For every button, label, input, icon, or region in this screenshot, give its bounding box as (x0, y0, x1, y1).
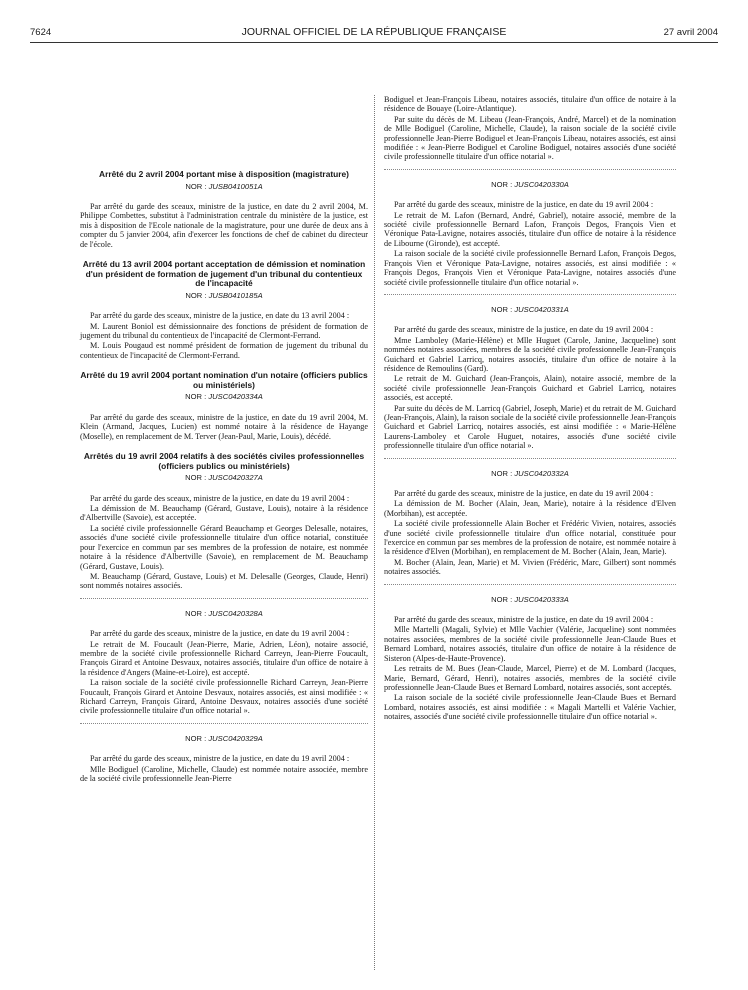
nor-reference: NOR : JUSC0420334A (185, 392, 263, 402)
paragraph: La démission de M. Bocher (Alain, Jean, Marie), notaire à la résidence d'Elven (Morbihan), est acceptée. (384, 499, 676, 518)
paragraph: La raison sociale de la société civile professionnelle Jean-Claude Bues et Bernard Lombard, notaires associés, est ainsi modifiée : « Magali Martelli et Valérie Vachier, notaires, associés d'une société civile professionnelle titulaire d'un office notarial ». (384, 693, 676, 722)
paragraph: La démission de M. Beauchamp (Gérard, Gustave, Louis), notaire à la résidence d'Albertville (Savoie), est acceptée. (80, 504, 368, 523)
paragraph: Par arrêté du garde des sceaux, ministre de la justice, en date du 19 avril 2004 : (394, 325, 654, 335)
page-number: 7624 (30, 27, 52, 38)
paragraph: Mme Lamboley (Marie-Hélène) et Mlle Huguet (Carole, Janine, Jacqueline) sont nommées notaires associées, membres de la société civile professionnelle Jean-François Guichard et Gabriel Larricq, notaires associés, titulaire d'un office de notaire à la résidence de Remoulins (Gard). (384, 335, 676, 373)
arrete-jusc0420329a-continued (384, 95, 676, 162)
paragraph: Bodiguel et Jean-François Libeau, notaires associés, titulaire d'un office de notaire à la résidence de Bouaye (Loire-Atlantique). (384, 95, 676, 114)
paragraph: Par arrêté du garde des sceaux, ministre de la justice, en date du 19 avril 2004 : (394, 200, 654, 210)
paragraph: Le retrait de M. Lafon (Bernard, André, Gabriel), notaire associé, membre de la société civile professionnelle Bernard Lafon, François Degos, François Vien et Véronique Pata-Lavigne, notaires associés, titulaire d'un office de notaire à la résidence de Libourne (Gironde), est accepté. (384, 210, 676, 248)
article-title: Arrêté du 2 avril 2004 portant mise à disposition (magistrature) (99, 169, 349, 179)
article-mise-a-disposition (80, 170, 368, 249)
paragraph: Par arrêté du garde des sceaux, ministre de la justice, en date du 13 avril 2004 : (90, 311, 350, 321)
article-title: Arrêtés du 19 avril 2004 relatifs à des sociétés civiles professionnelles (officiers publics ou ministériels) (83, 451, 365, 471)
nor-reference: NOR : JUSC0420330A (491, 179, 569, 189)
paragraph: M. Louis Pougaud est nommé président de formation de jugement du tribunal du contentieux de l'incapacité de Clermont-Ferrand. (80, 341, 368, 360)
paragraph: Mlle Bodiguel (Caroline, Michelle, Claude) est nommée notaire associée, membre de la société civile professionnelle Jean-Pierre (80, 764, 368, 783)
publication-date: 27 avril 2004 (663, 27, 718, 38)
left-column (80, 170, 368, 784)
journal-title: JOURNAL OFFICIEL DE LA RÉPUBLIQUE FRANÇAISE (241, 26, 507, 38)
arrete-jusc0420332a (384, 469, 676, 577)
paragraph: La raison sociale de la société civile professionnelle Bernard Lafon, François Degos, François Vien et Véronique Pata-Lavigne, notaires associés, est ainsi modifiée : « François Degos, François Vien et Véronique Pata-Lavigne, notaires associés d'une société civile professionnelle titulaire d'un office notarial ». (384, 249, 676, 287)
arrete-jusc0420328a (80, 609, 368, 716)
nor-reference: NOR : JUSC0420327A (185, 473, 263, 483)
nor-reference: NOR : JUSC0420333A (491, 594, 569, 604)
nor-reference: NOR : JUSC0420328A (185, 608, 263, 618)
section-separator (384, 458, 676, 459)
section-separator (80, 723, 368, 724)
arrete-jusc0420329a (80, 734, 368, 784)
nor-reference: NOR : JUSB0410051A (185, 181, 263, 191)
arrete-jusc0420331a (384, 305, 676, 451)
section-separator (384, 169, 676, 170)
paragraph: Par arrêté du garde des sceaux, ministre de la justice, en date du 19 avril 2004 : (90, 493, 350, 503)
paragraph: La raison sociale de la société civile professionnelle Richard Carreyn, Jean-Pierre Foucault, François Girard et Antoine Desvaux, notaires associés, est ainsi modifiée : « Richard Carreyn, François Girard, Antoine Desvaux, notaires associés d'une société civile professionnelle titulaire d'un office notarial ». (80, 678, 368, 716)
paragraph: M. Beauchamp (Gérard, Gustave, Louis) et M. Delesalle (Georges, Claude, Henri) sont nommés notaires associés. (80, 571, 368, 591)
article-title: Arrêté du 13 avril 2004 portant acceptation de démission et nomination d'un président de formation de jugement d'un tribunal du contentieux de l'incapacité (82, 259, 366, 289)
section-separator (384, 294, 676, 295)
arrete-jusc0420333a (384, 595, 676, 722)
article-nomination-notaire (80, 371, 368, 441)
paragraph: Le retrait de M. Foucault (Jean-Pierre, Marie, Adrien, Léon), notaire associé, membre de la société civile professionnelle Richard Carreyn, Jean-Pierre Foucault, François Girard et Antoine Desvaux, notaires associés, titulaire d'un office de notaire à la résidence d'Angers (Maine-et-Loire), est accepté. (80, 639, 368, 677)
paragraph: Par suite du décès de M. Libeau (Jean-François, André, Marcel) et de la nomination de Mlle Bodiguel (Caroline, Michelle, Claude), la raison sociale de la société civile professionnelle Jean-Pierre Bodiguel et Jean-François Libeau, notaires associés, est ainsi modifiée : « Jean-Pierre Bodiguel et Caroline Bodiguel, notaires associés d'une société civile professionnelle titulaire d'un office notarial ». (384, 114, 676, 162)
article-demission-nomination (80, 260, 368, 360)
nor-reference: NOR : JUSC0420331A (491, 304, 569, 314)
paragraph: La société civile professionnelle Gérard Beauchamp et Georges Delesalle, notaires, associés d'une société civile professionnelle titulaire d'un office notarial, constituée pour l'exercice en commun par ses membres de la profession de notaire, est nommée notaire à la résidence d'Albertville (Savoie), en remplacement de M. Beauchamp (Gérard, Gustave, Louis). (80, 523, 368, 571)
right-column (384, 95, 676, 723)
paragraph: La société civile professionnelle Alain Bocher et Frédéric Vivien, notaires, associés d'une société civile professionnelle titulaire d'un office notarial, constituée pour l'exercice en commun par ses membres de la profession de notaire, est nommée notaire à la résidence d'Elven (Morbihan), en remplacement de M. Bocher (Alain, Jean, Marie). (384, 519, 676, 557)
nor-reference: NOR : JUSB0410185A (185, 290, 263, 300)
column-divider (374, 95, 375, 970)
paragraph: Par arrêté du garde des sceaux, ministre de la justice, en date du 19 avril 2004 : (90, 754, 350, 764)
nor-reference: NOR : JUSC0420329A (185, 733, 263, 743)
article-societes-civiles (80, 452, 368, 591)
paragraph: M. Laurent Boniol est démissionnaire des fonctions de président de formation de jugement du tribunal du contentieux de l'incapacité de Clermont-Ferrand. (80, 321, 368, 341)
paragraph: M. Bocher (Alain, Jean, Marie) et M. Vivien (Frédéric, Marc, Gilbert) sont nommés notaires associés. (384, 557, 676, 577)
paragraph: Le retrait de M. Guichard (Jean-François, Alain), notaire associé, membre de la société civile professionnelle Jean-François Guichard et Gabriel Larricq, notaires associés, est accepté. (384, 374, 676, 403)
article-title: Arrêté du 19 avril 2004 portant nomination d'un notaire (officiers publics ou ministériels) (80, 370, 368, 390)
paragraph: Par arrêté du garde des sceaux, ministre de la justice, en date du 19 avril 2004 : (90, 629, 350, 639)
paragraph: Les retraits de M. Bues (Jean-Claude, Marcel, Pierre) et de M. Lombard (Jacques, Marie, Bernard, Gérard, Henri), notaires associés, membres de la société civile professionnelle Jean-Claude Bues et Bernard Lombard, notaires associés, sont acceptés. (384, 664, 676, 692)
paragraph: Par arrêté du garde des sceaux, ministre de la justice, en date du 2 avril 2004, M. Philippe Combettes, substitut à l'administration centrale du ministère de la justice, est mis à disposition de l'Ecole nationale de la magistrature, pour une durée de deux ans à compter du 5 janvier 2004, afin d'exercer les fonctions de chef de cabinet du directeur de l'école. (80, 202, 368, 249)
paragraph: Mlle Martelli (Magali, Sylvie) et Mlle Vachier (Valérie, Jacqueline) sont nommées notaires associées, membres de la société civile professionnelle Jean-Claude Bues et Bernard Lombard, notaires associés, titulaire d'un office de notaire à la résidence de Sisteron (Alpes-de-Haute-Provence). (384, 625, 676, 663)
section-separator (80, 598, 368, 599)
nor-reference: NOR : JUSC0420332A (491, 468, 569, 478)
arrete-jusc0420330a (384, 180, 676, 287)
paragraph: Par suite du décès de M. Larricq (Gabriel, Joseph, Marie) et du retrait de M. Guichard (Jean-François, Alain), la raison sociale de la société civile professionnelle Jean-François Guichard et Gabriel Larricq, notaires associés, est ainsi modifiée : « Marie-Hélène Laurens-Lamboley et Carole Huguet, notaires, associés d'une société civile professionnelle titulaire d'un office notarial ». (384, 403, 676, 451)
paragraph: Par arrêté du garde des sceaux, ministre de la justice, en date du 19 avril 2004 : (394, 615, 654, 625)
page-header (30, 20, 718, 43)
paragraph: Par arrêté du garde des sceaux, ministre de la justice, en date du 19 avril 2004, M. Klein (Armand, Jacques, Lucien) est nommé notaire à la résidence de Hayange (Moselle), en remplacement de M. Terver (Jean-Paul, Marie, Louis), décédé. (80, 412, 368, 441)
section-separator (384, 584, 676, 585)
paragraph: Par arrêté du garde des sceaux, ministre de la justice, en date du 19 avril 2004 : (394, 489, 654, 498)
